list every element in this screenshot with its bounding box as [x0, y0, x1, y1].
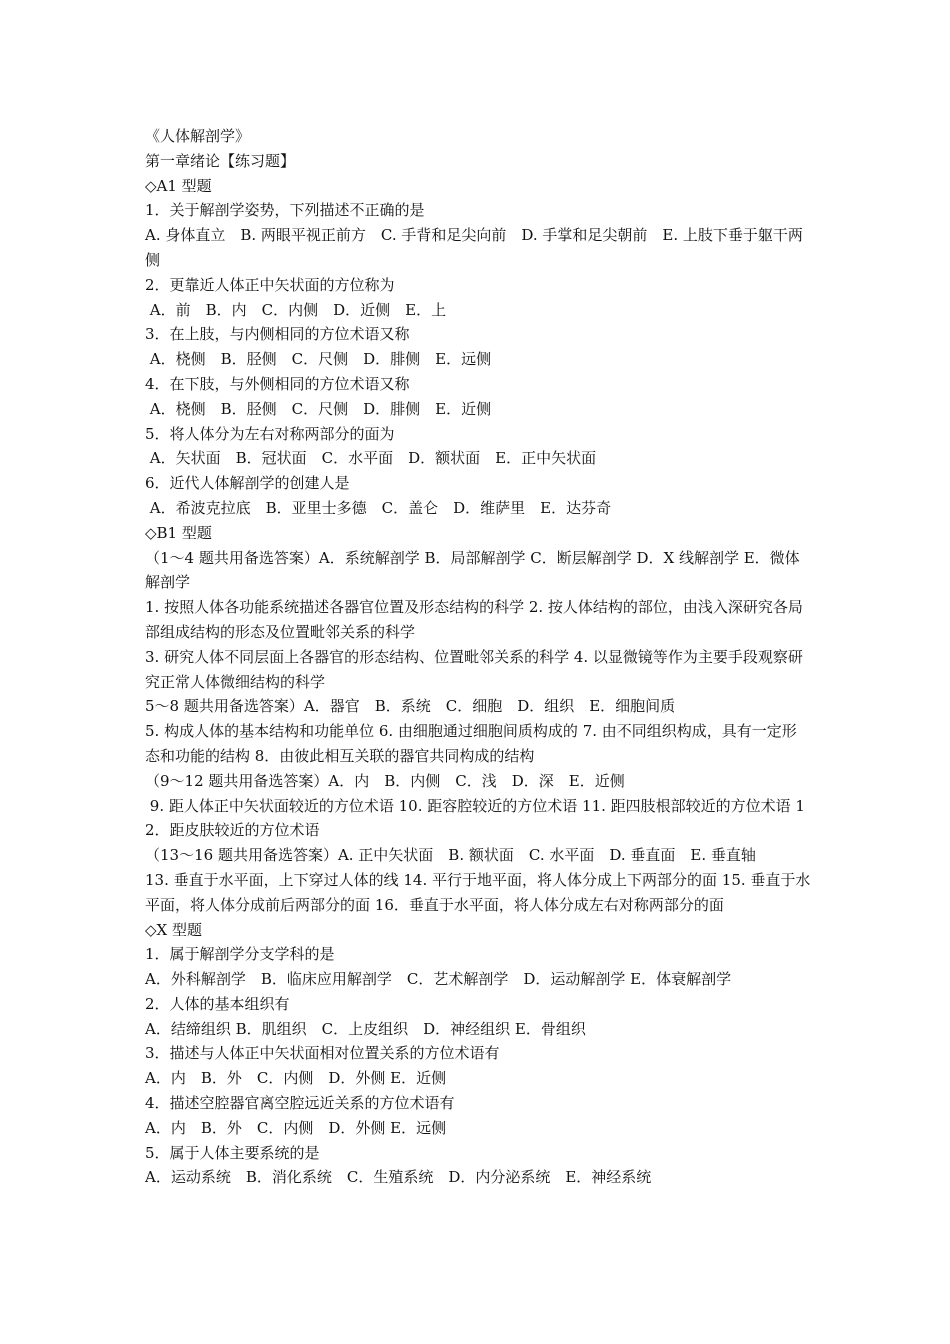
document-line: 2．更靠近人体正中矢状面的方位称为 — [145, 275, 395, 294]
document-line: 3．在上肢，与内侧相同的方位术语又称 — [145, 325, 410, 344]
document-line: （9～12 题共用备选答案）A．内 B．内侧 C．浅 D．深 E．近侧 — [145, 771, 625, 790]
document-line: A．桡侧 B．胫侧 C．尺侧 D．腓侧 E．近侧 — [145, 399, 492, 418]
document-line: 1. 按照人体各功能系统描述各器官位置及形态结构的科学 2. 按人体结构的部位，由浅入深研究各局部组成结构的形态及位置毗邻关系的科学 — [145, 598, 803, 641]
document-line: A．运动系统 B．消化系统 C．生殖系统 D．内分泌系统 E．神经系统 — [145, 1168, 652, 1187]
document-line: A．结缔组织 B．肌组织 C．上皮组织 D．神经组织 E．骨组织 — [145, 1019, 586, 1038]
document-line: （13～16 题共用备选答案）A. 正中矢状面 B. 额状面 C. 水平面 D. 垂直面 E. 垂直轴 — [145, 846, 756, 865]
document-line: 4．描述空腔器官离空腔远近关系的方位术语有 — [145, 1094, 455, 1113]
document-line: A. 身体直立 B. 两眼平视正前方 C. 手背和足尖向前 D. 手掌和足尖朝前 E. 上肢下垂于躯干两侧 — [145, 226, 803, 269]
document-line: 1．属于解剖学分支学科的是 — [145, 945, 335, 964]
document-line: 13. 垂直于水平面，上下穿过人体的线 14. 平行于地平面，将人体分成上下两部分的面 15. 垂直于水平面，将人体分成前后两部分的面 16．垂直于水平面，将人体分成左右对称两部分的面 — [145, 870, 811, 914]
document-body — [145, 124, 811, 1190]
document-line: 4．在下肢，与外侧相同的方位术语又称 — [145, 374, 410, 393]
document-line: 5～8 题共用备选答案）A．器官 B．系统 C．细胞 D．组织 E．细胞间质 — [145, 697, 676, 716]
document-line: ◇B1 型题 — [145, 523, 212, 542]
document-line: 5．属于人体主要系统的是 — [145, 1143, 320, 1162]
document-line: 6．近代人体解剖学的创建人是 — [145, 474, 350, 493]
document-line: 《人体解剖学》 — [145, 127, 251, 145]
document-line: 3．描述与人体正中矢状面相对位置关系的方位术语有 — [145, 1044, 500, 1063]
document-line: A．希波克拉底 B．亚里士多德 C．盖仑 D．维萨里 E．达芬奇 — [145, 498, 612, 517]
document-line: 9. 距人体正中矢状面较近的方位术语 10. 距容腔较近的方位术语 11. 距四肢根部较近的方位术语 12．距皮肤较近的方位术语 — [145, 796, 805, 840]
document-line: ◇X 型题 — [145, 920, 202, 939]
document-line: A．桡侧 B．胫侧 C．尺侧 D．腓侧 E．远侧 — [145, 350, 492, 369]
document-line: ◇A1 型题 — [145, 176, 212, 195]
document-line: 3. 研究人体不同层面上各器官的形态结构、位置毗邻关系的科学 4. 以显微镜等作为主要手段观察研究正常人体微细结构的科学 — [145, 647, 803, 691]
document-line: A．前 B．内 C．内侧 D．近侧 E．上 — [145, 300, 447, 319]
document-line: 第一章绪论【练习题】 — [145, 151, 296, 170]
document-line: 5. 构成人体的基本结构和功能单位 6. 由细胞通过细胞间质构成的 7. 由不同组织构成，具有一定形态和功能的结构 8．由彼此相互关联的器官共同构成的结构 — [145, 722, 797, 765]
document-line: A．内 B．外 C．内侧 D．外侧 E．近侧 — [145, 1069, 447, 1088]
document-line: 2．人体的基本组织有 — [145, 994, 290, 1013]
document-line: A．矢状面 B．冠状面 C．水平面 D．额状面 E．正中矢状面 — [145, 449, 597, 468]
document-line: A．内 B．外 C．内侧 D．外侧 E．远侧 — [145, 1118, 447, 1137]
document-line: （1～4 题共用备选答案）A．系统解剖学 B．局部解剖学 C．断层解剖学 D．X 线解剖学 E．微体解剖学 — [145, 548, 800, 592]
document-line: 1．关于解剖学姿势，下列描述不正确的是 — [145, 201, 425, 220]
document-line: A．外科解剖学 B．临床应用解剖学 C．艺术解剖学 D．运动解剖学 E．体衰解剖学 — [145, 970, 732, 989]
document-line: 5．将人体分为左右对称两部分的面为 — [145, 424, 395, 443]
